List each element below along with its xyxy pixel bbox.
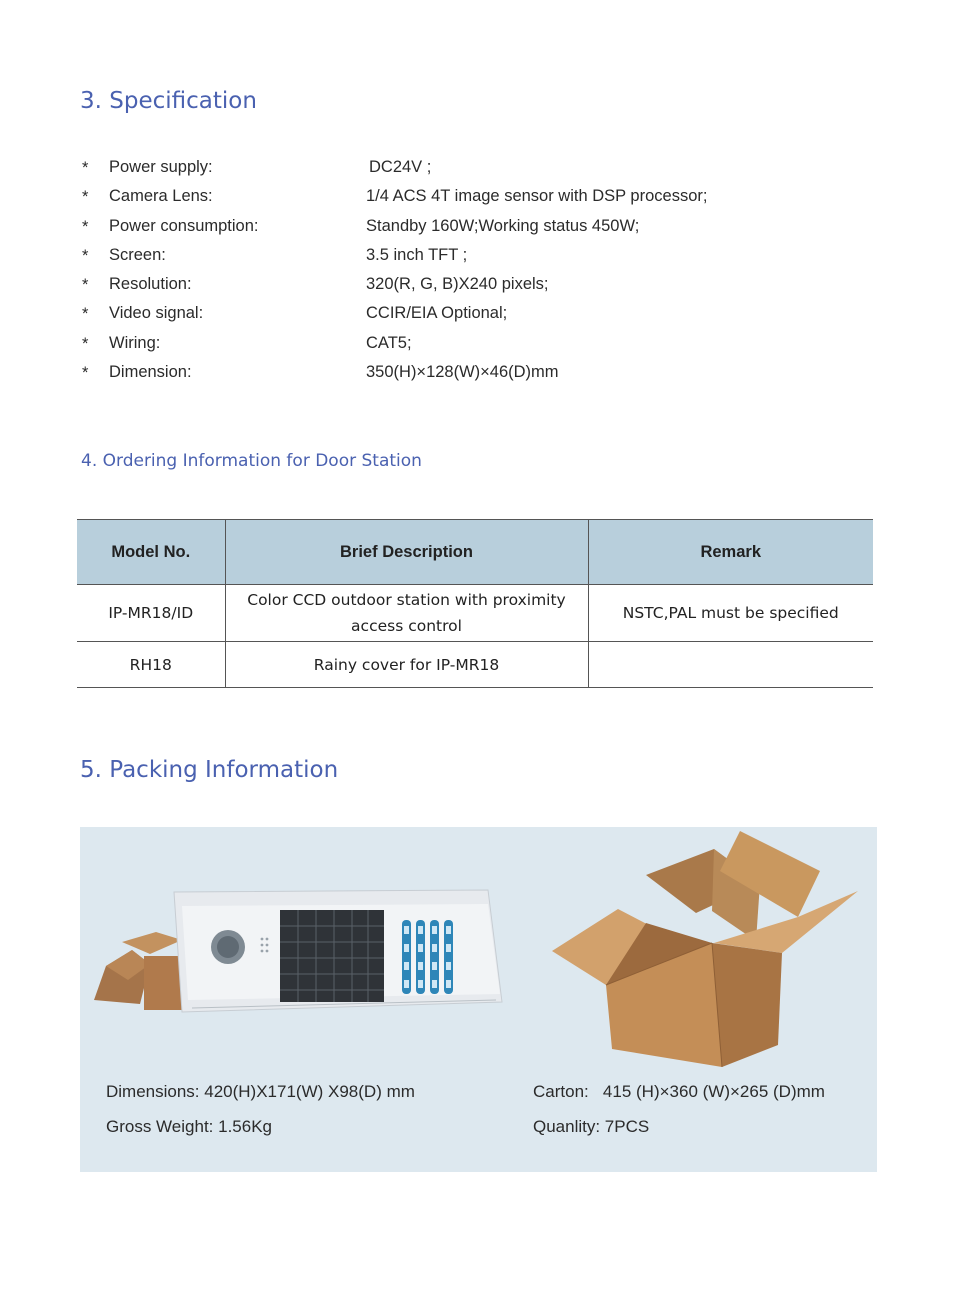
packing-panel [80, 827, 877, 1172]
spec-bullet: * [82, 334, 89, 353]
spec-label: Video signal: [109, 304, 204, 323]
spec-value: 1/4 ACS 4T image sensor with DSP processor; [366, 187, 708, 206]
spec-value: CAT5; [366, 333, 412, 352]
spec-item [0, 155, 954, 184]
spec-value: CCIR/EIA Optional; [366, 304, 508, 323]
spec-label: Screen: [109, 245, 166, 264]
spec-label: Camera Lens: [109, 187, 213, 206]
spec-label: Wiring: [109, 333, 161, 352]
table-row [77, 642, 873, 688]
spec-bullet: * [82, 364, 89, 383]
spec-value: 3.5 inch TFT ; [366, 245, 468, 264]
spec-bullet: * [82, 159, 89, 177]
spec-heading: 3. Specification [80, 88, 257, 114]
table-row [77, 585, 873, 642]
column-header-description: Brief Description [225, 520, 588, 585]
spec-value: 320(R, G, B)X240 pixels; [366, 275, 549, 294]
spec-item [0, 301, 954, 330]
spec-item [0, 184, 954, 213]
spec-bullet: * [82, 217, 89, 236]
spec-value: Standby 160W;Working status 450W; [366, 216, 640, 235]
spec-item [0, 360, 954, 389]
cell-model: RH18 [77, 642, 225, 688]
spec-label: Resolution: [109, 275, 192, 294]
cell-description: Rainy cover for IP-MR18 [225, 642, 588, 688]
spec-item [0, 214, 954, 243]
column-header-model: Model No. [77, 520, 225, 585]
carton-quantity: Quanlity: 7PCS [533, 1117, 650, 1136]
spec-item [0, 243, 954, 272]
packing-heading: 5. Packing Information [80, 757, 339, 783]
carton-dimensions: Carton: 415 (H)×360 (W)×265 (D)mm [533, 1082, 825, 1101]
spec-item [0, 272, 954, 301]
spec-label: Dimension: [109, 363, 192, 382]
spec-bullet: * [82, 276, 89, 295]
spec-label: Power supply: [109, 158, 213, 176]
spec-label: Power consumption: [109, 216, 259, 235]
cell-model: IP-MR18/ID [77, 585, 225, 642]
column-header-remark: Remark [588, 520, 873, 585]
cell-remark: NSTC,PAL must be specified [588, 585, 873, 642]
spec-bullet: * [82, 305, 89, 324]
cell-description: Color CCD outdoor station with proximity access control [225, 585, 588, 642]
spec-item [0, 331, 954, 360]
shipping-carton-image [546, 831, 861, 1067]
ordering-table [77, 519, 873, 688]
spec-bullet: * [82, 188, 89, 207]
packed-dimensions: Dimensions: 420(H)X171(W) X98(D) mm [106, 1082, 415, 1101]
gross-weight: Gross Weight: 1.56Kg [106, 1117, 272, 1136]
spec-value: DC24V ; [369, 158, 432, 176]
table-header-row [77, 520, 873, 585]
spec-bullet: * [82, 246, 89, 265]
spec-value: 350(H)×128(W)×46(D)mm [366, 363, 559, 382]
spec-list [0, 155, 954, 389]
door-station-packed-image [92, 882, 507, 1022]
cell-remark [588, 642, 873, 688]
ordering-heading: 4. Ordering Information for Door Station [81, 451, 422, 471]
